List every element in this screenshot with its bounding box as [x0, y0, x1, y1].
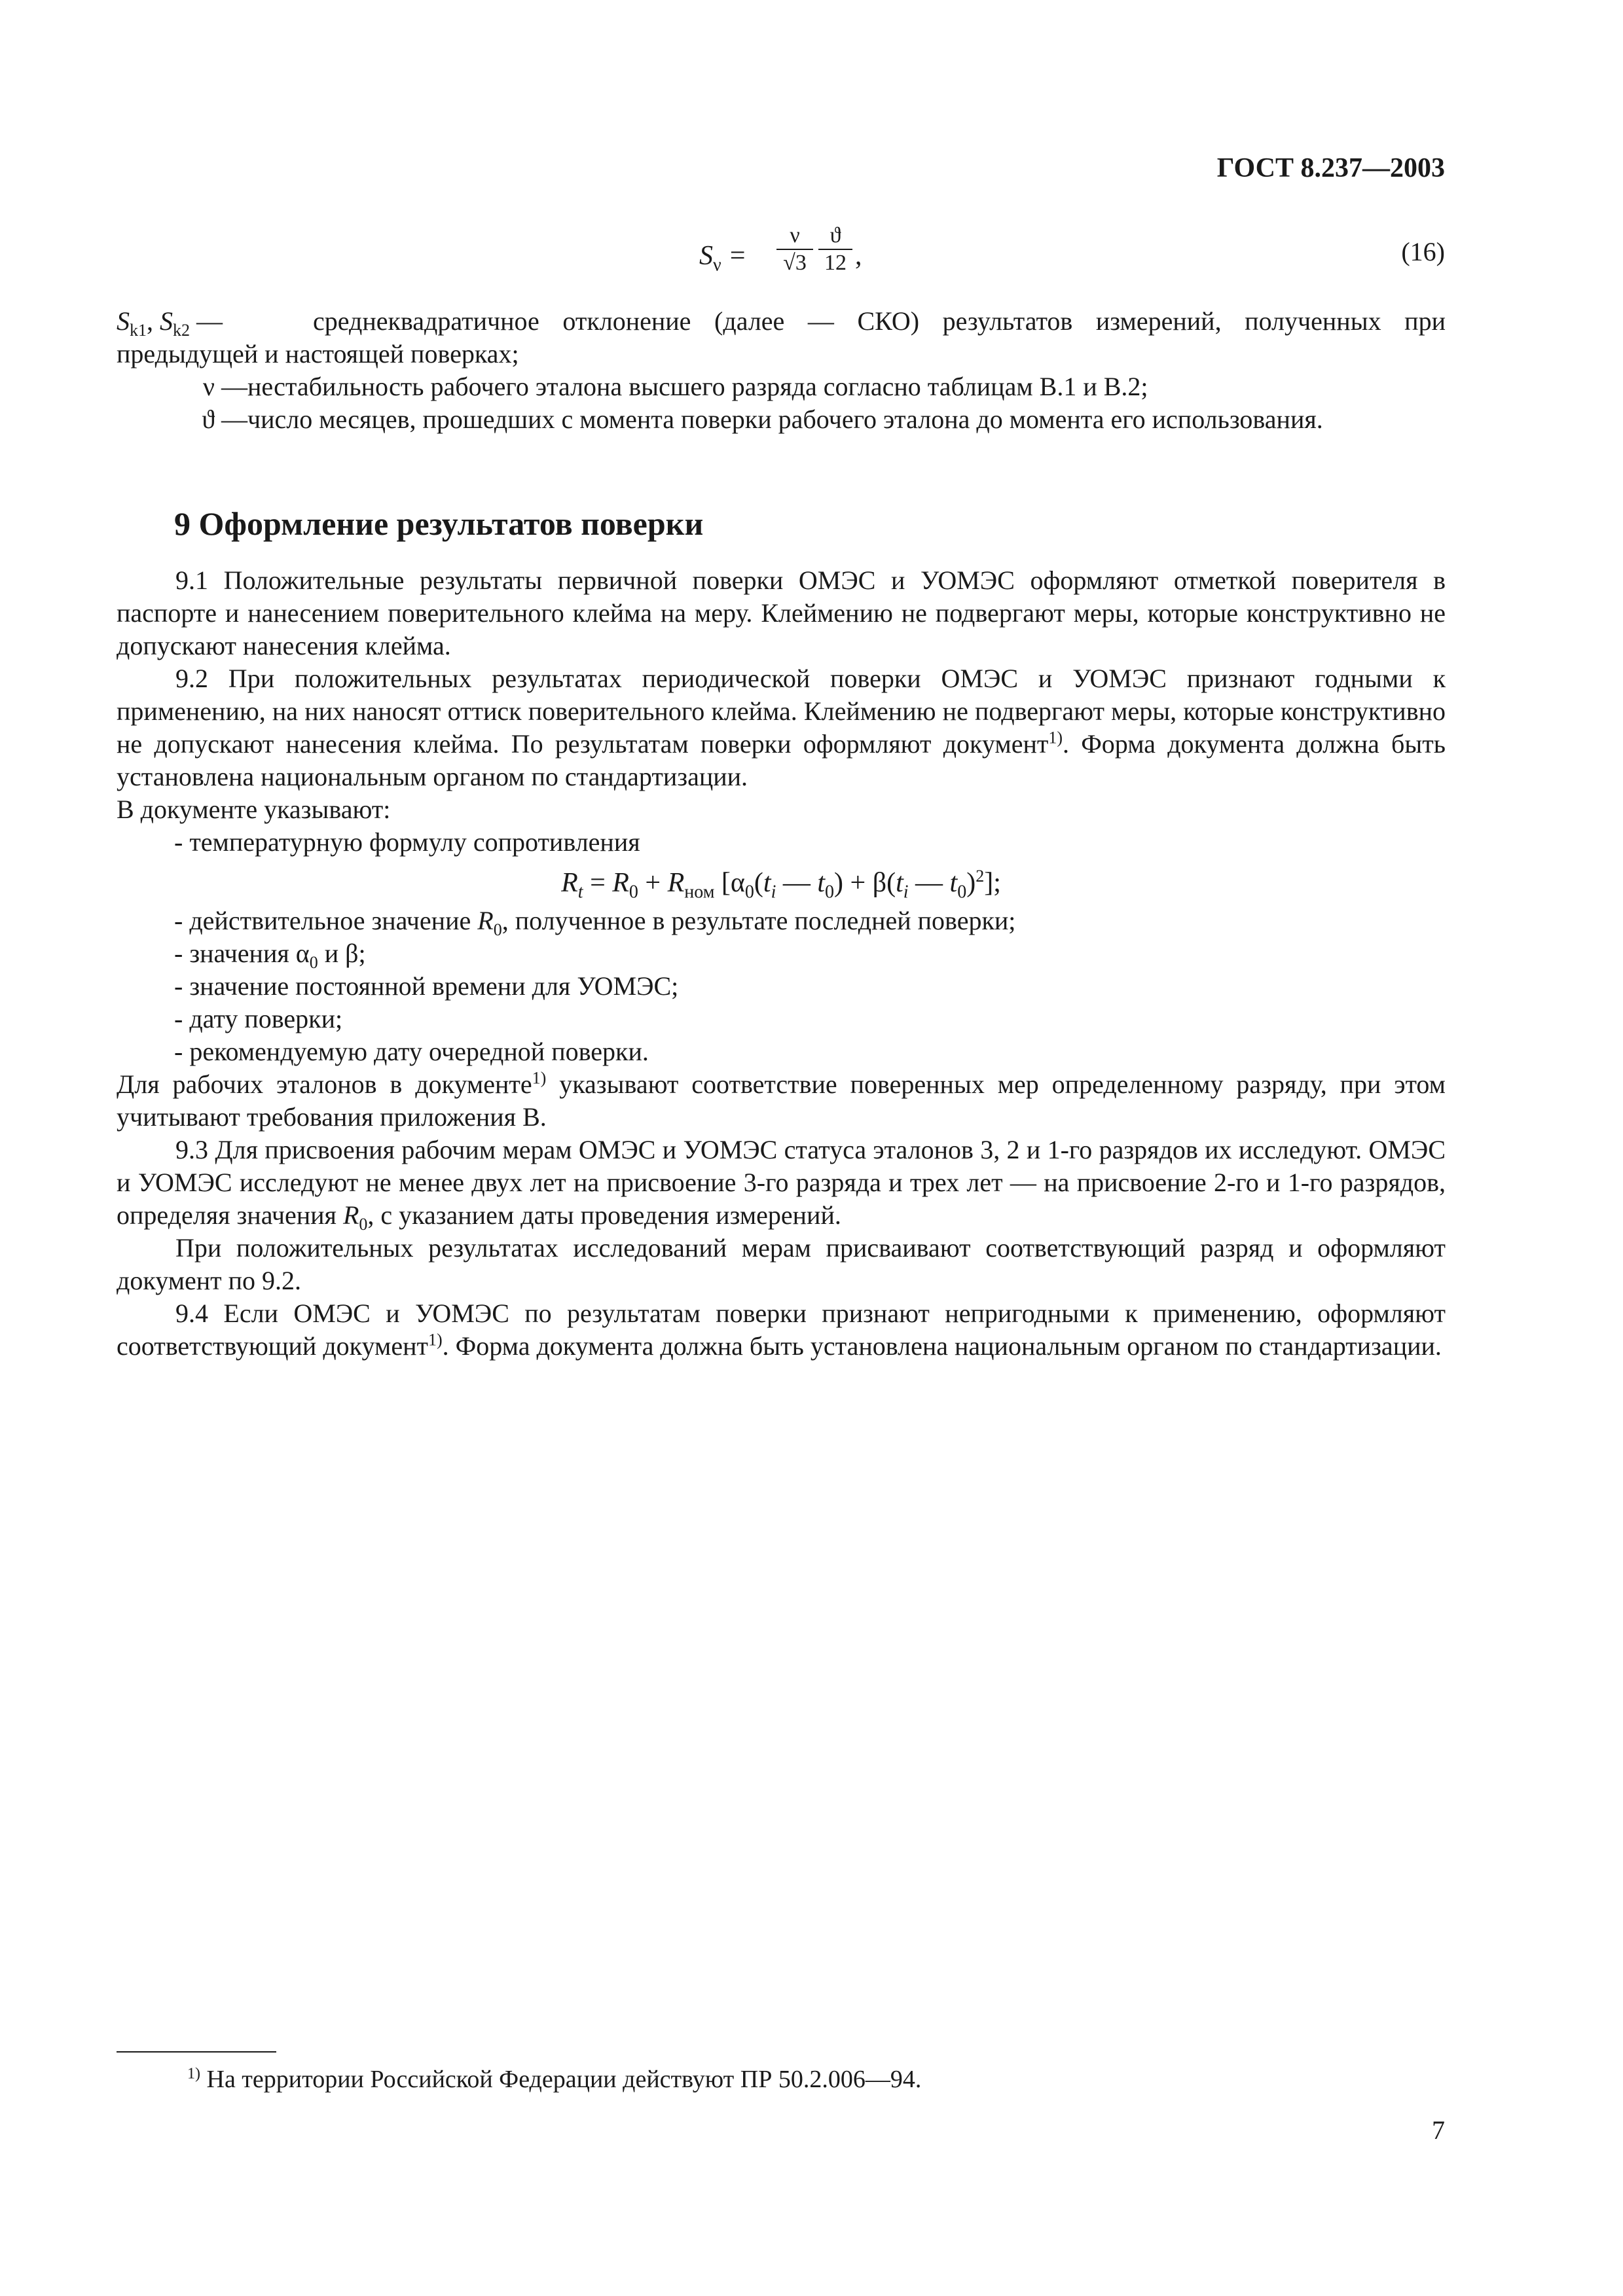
p93-text-a: 9.3 Для присвоения рабочим мерам ОМЭС и УОМЭС статуса эталонов 3, 2 и 1-го разрядов их исследуют. ОМЭС и УОМЭС исследуют не менее двух лет на присвоение 3-го разряда и трех лет — на присвоение 2-го и 1-го разрядов, определяя значения — [117, 1135, 1446, 1230]
f2-f: [α — [714, 868, 745, 898]
definition-nu-symbol — [117, 370, 247, 403]
f2-j-sub: 0 — [825, 882, 835, 903]
f2-h-sub: i — [771, 882, 776, 903]
sym-theta-dash: — — [215, 404, 247, 434]
footnote-ref: 1) — [1048, 728, 1063, 747]
definition-sk-text: среднеквадратичное отклонение (далее — СКО) результатов измерений, полученных при предыдущей и настоящей поверках; — [117, 306, 1446, 368]
list-item-formula: - температурную формулу сопротивления — [174, 827, 640, 857]
sym-nu-dash: — — [215, 372, 247, 401]
li2-text-a: - действительное значение — [174, 906, 478, 935]
sym-sub-k1: k1 — [130, 321, 147, 340]
definition-sk-symbol — [117, 305, 223, 338]
li3-text-b: и β; — [318, 939, 366, 968]
fraction-2-numerator: ϑ — [830, 223, 841, 247]
section-body — [117, 564, 1446, 1363]
f2-n: t — [949, 868, 958, 898]
p93-subscript: 0 — [359, 1215, 368, 1234]
f2-d: + — [638, 868, 668, 898]
li3-subscript: 0 — [309, 953, 318, 972]
footnote-ref-2: 1) — [532, 1068, 547, 1088]
li2-subscript: 0 — [493, 920, 502, 939]
formula-16-comma: , — [855, 241, 862, 271]
f2-p: ]; — [984, 868, 1001, 898]
fraction-1-denominator: √3 — [776, 249, 813, 276]
list-item-alpha-beta — [117, 937, 1446, 970]
f2-o-sup: 2 — [976, 867, 985, 886]
formula-16-fraction-1 — [776, 223, 813, 276]
f2-l-sub: i — [903, 882, 909, 903]
paragraph-9-3-results: При положительных результатах исследований мерам присваивают соответствующий разряд и оформляют документ по 9.2. — [117, 1233, 1446, 1295]
paragraph-9-2-working-standards — [117, 1068, 1446, 1134]
f2-l: t — [896, 868, 903, 898]
p93-text-b: , с указанием даты проведения измерений. — [367, 1200, 841, 1230]
paragraph-9-1: 9.1 Положительные результаты первичной поверки ОМЭС и УОМЭС оформляют отметкой поверителя в паспорте и нанесением поверительного клейма на меру. Клеймению не подвергают меры, которые конструктивно не допускают нанесения клейма. — [117, 565, 1446, 660]
p92d-text-a: Для рабочих эталонов в документе — [117, 1069, 532, 1099]
standard-designation: ГОСТ 8.237—2003 — [1216, 153, 1445, 183]
f2-o: ) — [966, 868, 976, 898]
f2-k: ) + β( — [834, 868, 896, 898]
paragraph-9-2 — [117, 662, 1446, 793]
definition-nu-text: нестабильность рабочего эталона высшего разряда согласно таблицам В.1 и В.2; — [247, 372, 1148, 401]
f2-j: t — [817, 868, 826, 898]
paragraph-9-3 — [117, 1134, 1446, 1232]
sym-dash: — — [190, 306, 223, 336]
paragraph-9-2-text-a: 9.2 При положительных результатах периодической поверки ОМЭС и УОМЭС признают годными к применению, на них наносят оттиск поверительного клейма. Клеймению не подвергают меры, которые конструктивно не допускают нанесения клейма. По результатам поверки оформляют документ — [117, 664, 1446, 759]
sym-sub-k2: k2 — [173, 321, 190, 340]
f2-e-sub: ном — [684, 882, 715, 903]
footnote-ref-3: 1) — [428, 1330, 443, 1350]
f2-g: ( — [754, 868, 763, 898]
footnote-separator — [117, 2051, 276, 2053]
paragraph-9-4 — [117, 1297, 1446, 1363]
definition-sk — [117, 305, 1446, 370]
sym-theta: ϑ — [202, 404, 215, 434]
paragraph-9-2-intro: В документе указывают: — [117, 795, 391, 824]
p94-text-a: 9.4 Если ОМЭС и УОМЭС по результатам поверки признают непригодными к применению, оформляют соответствующий документ — [117, 1299, 1446, 1361]
definition-nu — [117, 370, 1446, 403]
f2-e: R — [667, 868, 685, 898]
f2-b: = — [583, 868, 613, 898]
symbol-definitions — [117, 305, 1446, 436]
formula-16-number: (16) — [1401, 237, 1445, 266]
li2-text-b: , полученное в результате последней поверки; — [501, 906, 1016, 935]
formula-16 — [699, 223, 1445, 295]
f2-a: R — [561, 868, 578, 898]
f2-c: R — [612, 868, 629, 898]
p94-text-b: . Форма документа должна быть установлена национальным органом по стандартизации. — [442, 1331, 1442, 1361]
resistance-formula — [117, 867, 1446, 903]
f2-f-sub: 0 — [744, 882, 754, 903]
p92d-text-b: указывают соответствие поверенных мер определенному разряду, при этом учитывают требования приложения В. — [117, 1069, 1446, 1132]
list-item-time-constant: - значение постоянной времени для УОМЭС; — [174, 971, 679, 1001]
fraction-2-denominator: 12 — [818, 249, 852, 276]
li3-text-a: - значения α — [174, 939, 310, 968]
sym-s1: S — [117, 306, 130, 336]
list-item-r0 — [117, 905, 1446, 937]
definition-theta-text: число месяцев, прошедших с момента поверки рабочего эталона до момента его использования. — [247, 404, 1323, 434]
formula-16-lhs — [699, 240, 747, 276]
section-heading: 9 Оформление результатов поверки — [174, 505, 704, 542]
sym-separator: , — [147, 306, 160, 336]
page-number: 7 — [1432, 2115, 1445, 2145]
sym-s2: S — [160, 306, 173, 336]
list-item-date: - дату поверки; — [174, 1004, 343, 1033]
f2-h: t — [763, 868, 771, 898]
f2-n-sub: 0 — [957, 882, 967, 903]
li2-symbol: R — [477, 906, 494, 935]
footnote — [187, 2063, 921, 2096]
formula-16-fraction-2 — [818, 223, 852, 276]
paragraph-9-2-text-b: . Форма документа должна быть установлена национальным органом по стандартизации. — [117, 729, 1446, 791]
definition-theta — [117, 403, 1446, 436]
definition-theta-symbol — [117, 403, 247, 436]
sym-nu: ν — [202, 372, 215, 401]
footnote-text: На территории Российской Федерации действуют ПР 50.2.006—94. — [200, 2066, 922, 2093]
formula-16-equals: = — [728, 241, 747, 271]
formula-16-subscript: ν — [713, 255, 721, 276]
f2-c-sub: 0 — [629, 882, 638, 903]
f2-m: — — [908, 868, 950, 898]
fraction-1-numerator: ν — [790, 223, 800, 247]
f2-a-sub: t — [577, 882, 583, 903]
f2-i: — — [776, 868, 818, 898]
formula-16-symbol: S — [699, 241, 713, 271]
list-item-next-date: - рекомендуемую дату очередной поверки. — [174, 1037, 649, 1066]
p93-symbol: R — [342, 1200, 359, 1230]
footnote-mark: 1) — [187, 2065, 200, 2083]
